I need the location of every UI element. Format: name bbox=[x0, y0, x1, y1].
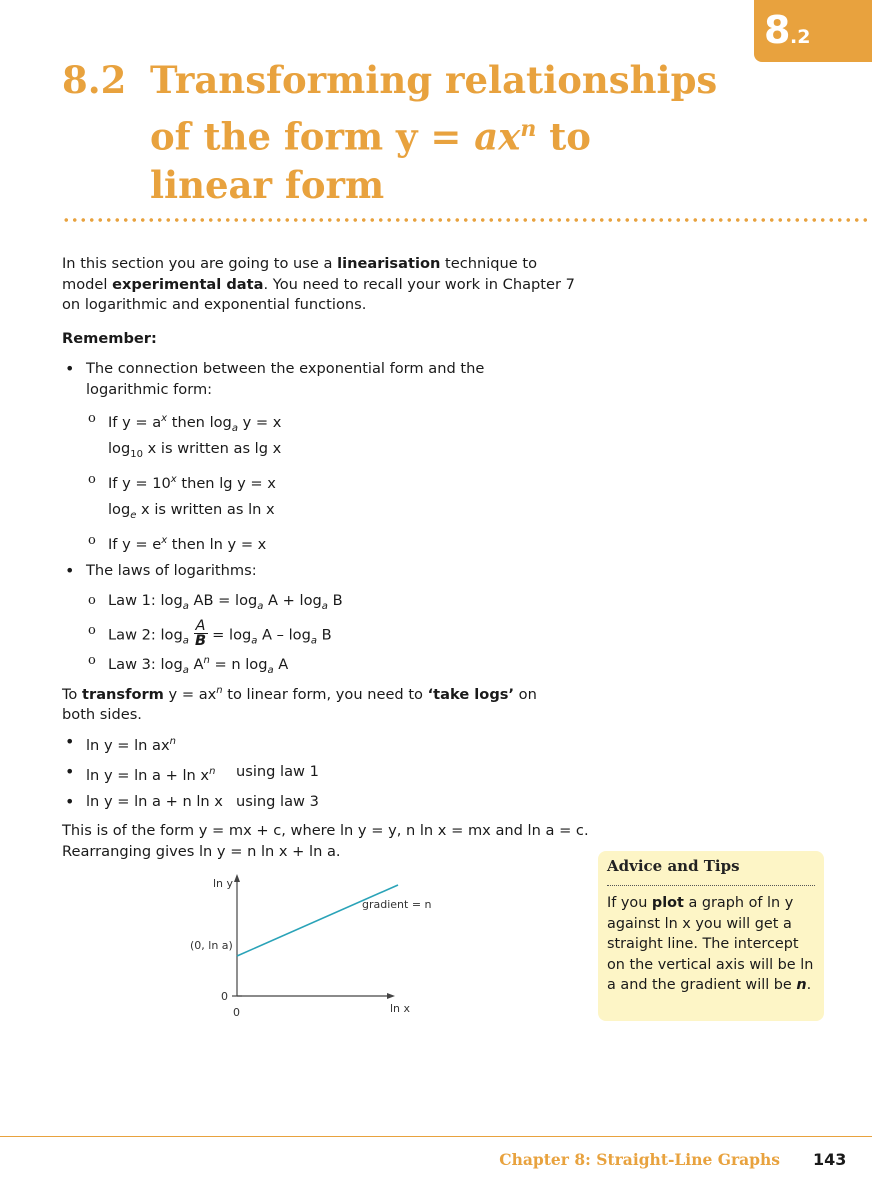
graph-xlabel: ln x bbox=[390, 1002, 411, 1015]
bullet-laws: • The laws of logarithms: bbox=[86, 561, 257, 582]
law-3: o Law 3: $\log_a A^n = n$ $\log_a A$ bbox=[108, 651, 288, 681]
title-line-2: of the form $y = ax^n$ to bbox=[150, 114, 591, 159]
law-1: o Law 1: $\log_a$ AB = $\log_a A + \log_a B$ bbox=[108, 591, 343, 617]
form-paragraph: This is of the form y = mx + c, where ln y = y, n ln x = mx and ln a = c. Rearranging gives ln y = n ln x + ln a. bbox=[62, 822, 589, 860]
graph-origin-y: 0 bbox=[221, 990, 228, 1003]
section-tab bbox=[754, 0, 872, 62]
page-number: 143 bbox=[813, 1150, 847, 1169]
step-3: • ln y = ln a + n ln x using law 3 bbox=[86, 792, 223, 813]
title-line-3: linear form bbox=[150, 163, 385, 208]
rule-natural: o If $y = e^x$ then ln y = x bbox=[108, 531, 266, 555]
section-tab-number: 8 bbox=[764, 8, 791, 52]
section-tab-sub: .2 bbox=[790, 26, 811, 48]
transform-paragraph: To transform $y = ax^n$ to linear form, you need to ‘take logs’ on both sides. bbox=[62, 685, 537, 724]
graph-intercept-label: (0, ln a) bbox=[190, 939, 233, 952]
graph-y-arrow bbox=[234, 874, 240, 882]
law-2: o Law 2: $\log_a$ $\frac{A}{B}$ = $\log_a A - \log_a B$ bbox=[108, 621, 332, 652]
step-1: • $\ln y = \ln ax^n$ bbox=[86, 732, 176, 756]
log-graph bbox=[185, 870, 445, 1030]
chapter-footer: Chapter 8: Straight-Line Graphs bbox=[499, 1150, 780, 1169]
remember-heading: Remember: bbox=[62, 330, 157, 347]
intro-paragraph: In this section you are going to use a linearisation technique to model experimental data. You need to recall your work in Chapter 7 on logarithmic and exponential functions. bbox=[62, 255, 575, 313]
advice-box bbox=[598, 851, 824, 1021]
graph-origin-x: 0 bbox=[233, 1006, 240, 1019]
title-line-1: Transforming relationships bbox=[150, 58, 718, 102]
advice-divider bbox=[607, 885, 815, 886]
bullet-connection: • The connection between the exponential form and the logarithmic form: bbox=[86, 359, 484, 400]
note-log10: $\log_{10} x$ is written as lg x bbox=[108, 440, 282, 460]
title-number: 8.2 bbox=[62, 58, 127, 102]
graph-line bbox=[237, 885, 398, 956]
footer-rule bbox=[0, 1136, 872, 1137]
advice-text: If you plot a graph of ln y against ln x you will get a straight line. The intercept on the vertical axis will be ln a and the gradient will be n. bbox=[607, 895, 814, 993]
graph-gradient-label: gradient = n bbox=[362, 898, 432, 911]
step-2: • $\ln y = \ln a + \ln x^n$ using law 1 bbox=[86, 762, 215, 786]
advice-heading: Advice and Tips bbox=[607, 857, 740, 875]
note-loge: $\log_e x$ is written as ln x bbox=[108, 501, 275, 521]
graph-x-arrow bbox=[387, 993, 395, 999]
graph-ylabel: ln y bbox=[213, 877, 234, 890]
dotted-divider bbox=[62, 217, 872, 223]
rule-exponential: o If $y = a^x$ then $\log_a y = x$ bbox=[108, 409, 281, 439]
step-2-note: using law 1 bbox=[236, 763, 319, 780]
step-3-note: using law 3 bbox=[236, 793, 319, 810]
rule-base10: o If $y = 10^x$ then lg y = x bbox=[108, 470, 276, 494]
